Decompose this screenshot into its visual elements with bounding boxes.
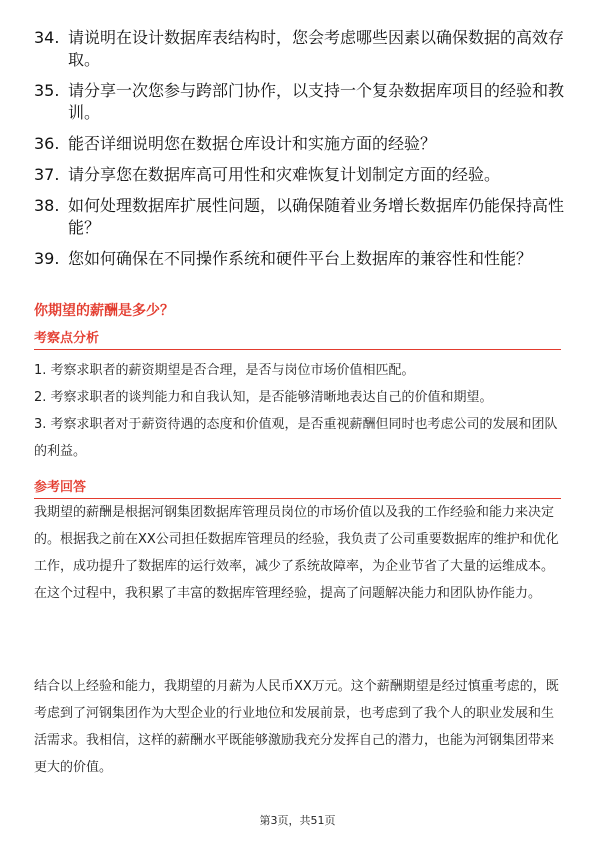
analysis-list: [34, 357, 562, 465]
question-text: 如何处理数据库扩展性问题，以确保随着业务增长数据库仍能保持高性能？: [68, 196, 565, 237]
section-title: 你期望的薪酬是多少？: [34, 303, 174, 319]
answer-paragraph: 结合以上经验和能力，我期望的月薪为人民币XX万元。这个薪酬期望是经过慎重考虑的，既考虑到了河钢集团作为大型企业的行业地位和发展前景，也考虑到了我个人的职业发展和生活需求。我相信，这样的薪酬水平既能够激励我充分发挥自己的潜力，也能为河钢集团带来更大的价值。: [34, 679, 559, 775]
analysis-divider: [34, 349, 561, 350]
question-number: 39.: [34, 249, 60, 268]
question-item: [34, 248, 564, 270]
question-number: 36.: [34, 134, 60, 153]
question-item: [34, 27, 564, 71]
question-item: [34, 80, 564, 124]
question-text: 能否详细说明您在数据仓库设计和实施方面的经验？: [68, 134, 437, 153]
analysis-point: 3. 考察求职者对于薪资待遇的态度和价值观，是否重视薪酬但同时也考虑公司的发展和团队的利益。: [34, 417, 558, 459]
question-text: 请分享一次您参与跨部门协作，以支持一个复杂数据库项目的经验和教训。: [68, 81, 565, 122]
analysis-point: 2. 考察求职者的谈判能力和自我认知，是否能够清晰地表达自己的价值和期望。: [34, 390, 493, 405]
question-number: 34.: [34, 28, 60, 47]
question-item: [34, 164, 564, 186]
question-number: 35.: [34, 81, 60, 100]
question-text: 请分享您在数据库高可用性和灾难恢复计划制定方面的经验。: [68, 165, 501, 184]
question-number: 38.: [34, 196, 60, 215]
question-list: [34, 27, 564, 279]
question-text: 请说明在设计数据库表结构时，您会考虑哪些因素以确保数据的高效存取。: [68, 28, 565, 69]
answer-heading: 参考回答: [34, 480, 87, 495]
question-item: [34, 133, 564, 155]
analysis-heading: 考察点分析: [34, 331, 100, 346]
question-text: 您如何确保在不同操作系统和硬件平台上数据库的兼容性和性能？: [68, 249, 533, 268]
answer-paragraph: 我期望的薪酬是根据河钢集团数据库管理员岗位的市场价值以及我的工作经验和能力来决定的。根据我之前在XX公司担任数据库管理员的经验，我负责了公司重要数据库的维护和优化工作，成功提升了数据库的运行效率，减少了系统故障率，为企业节省了大量的运维成本。在这个过程中，我积累了丰富的数据库管理经验，提高了问题解决能力和团队协作能力。: [34, 505, 559, 601]
question-number: 37.: [34, 165, 60, 184]
question-item: [34, 195, 564, 239]
analysis-point: 1. 考察求职者的薪资期望是否合理，是否与岗位市场价值相匹配。: [34, 363, 415, 378]
page-number: 第3页，共51页: [259, 814, 336, 827]
